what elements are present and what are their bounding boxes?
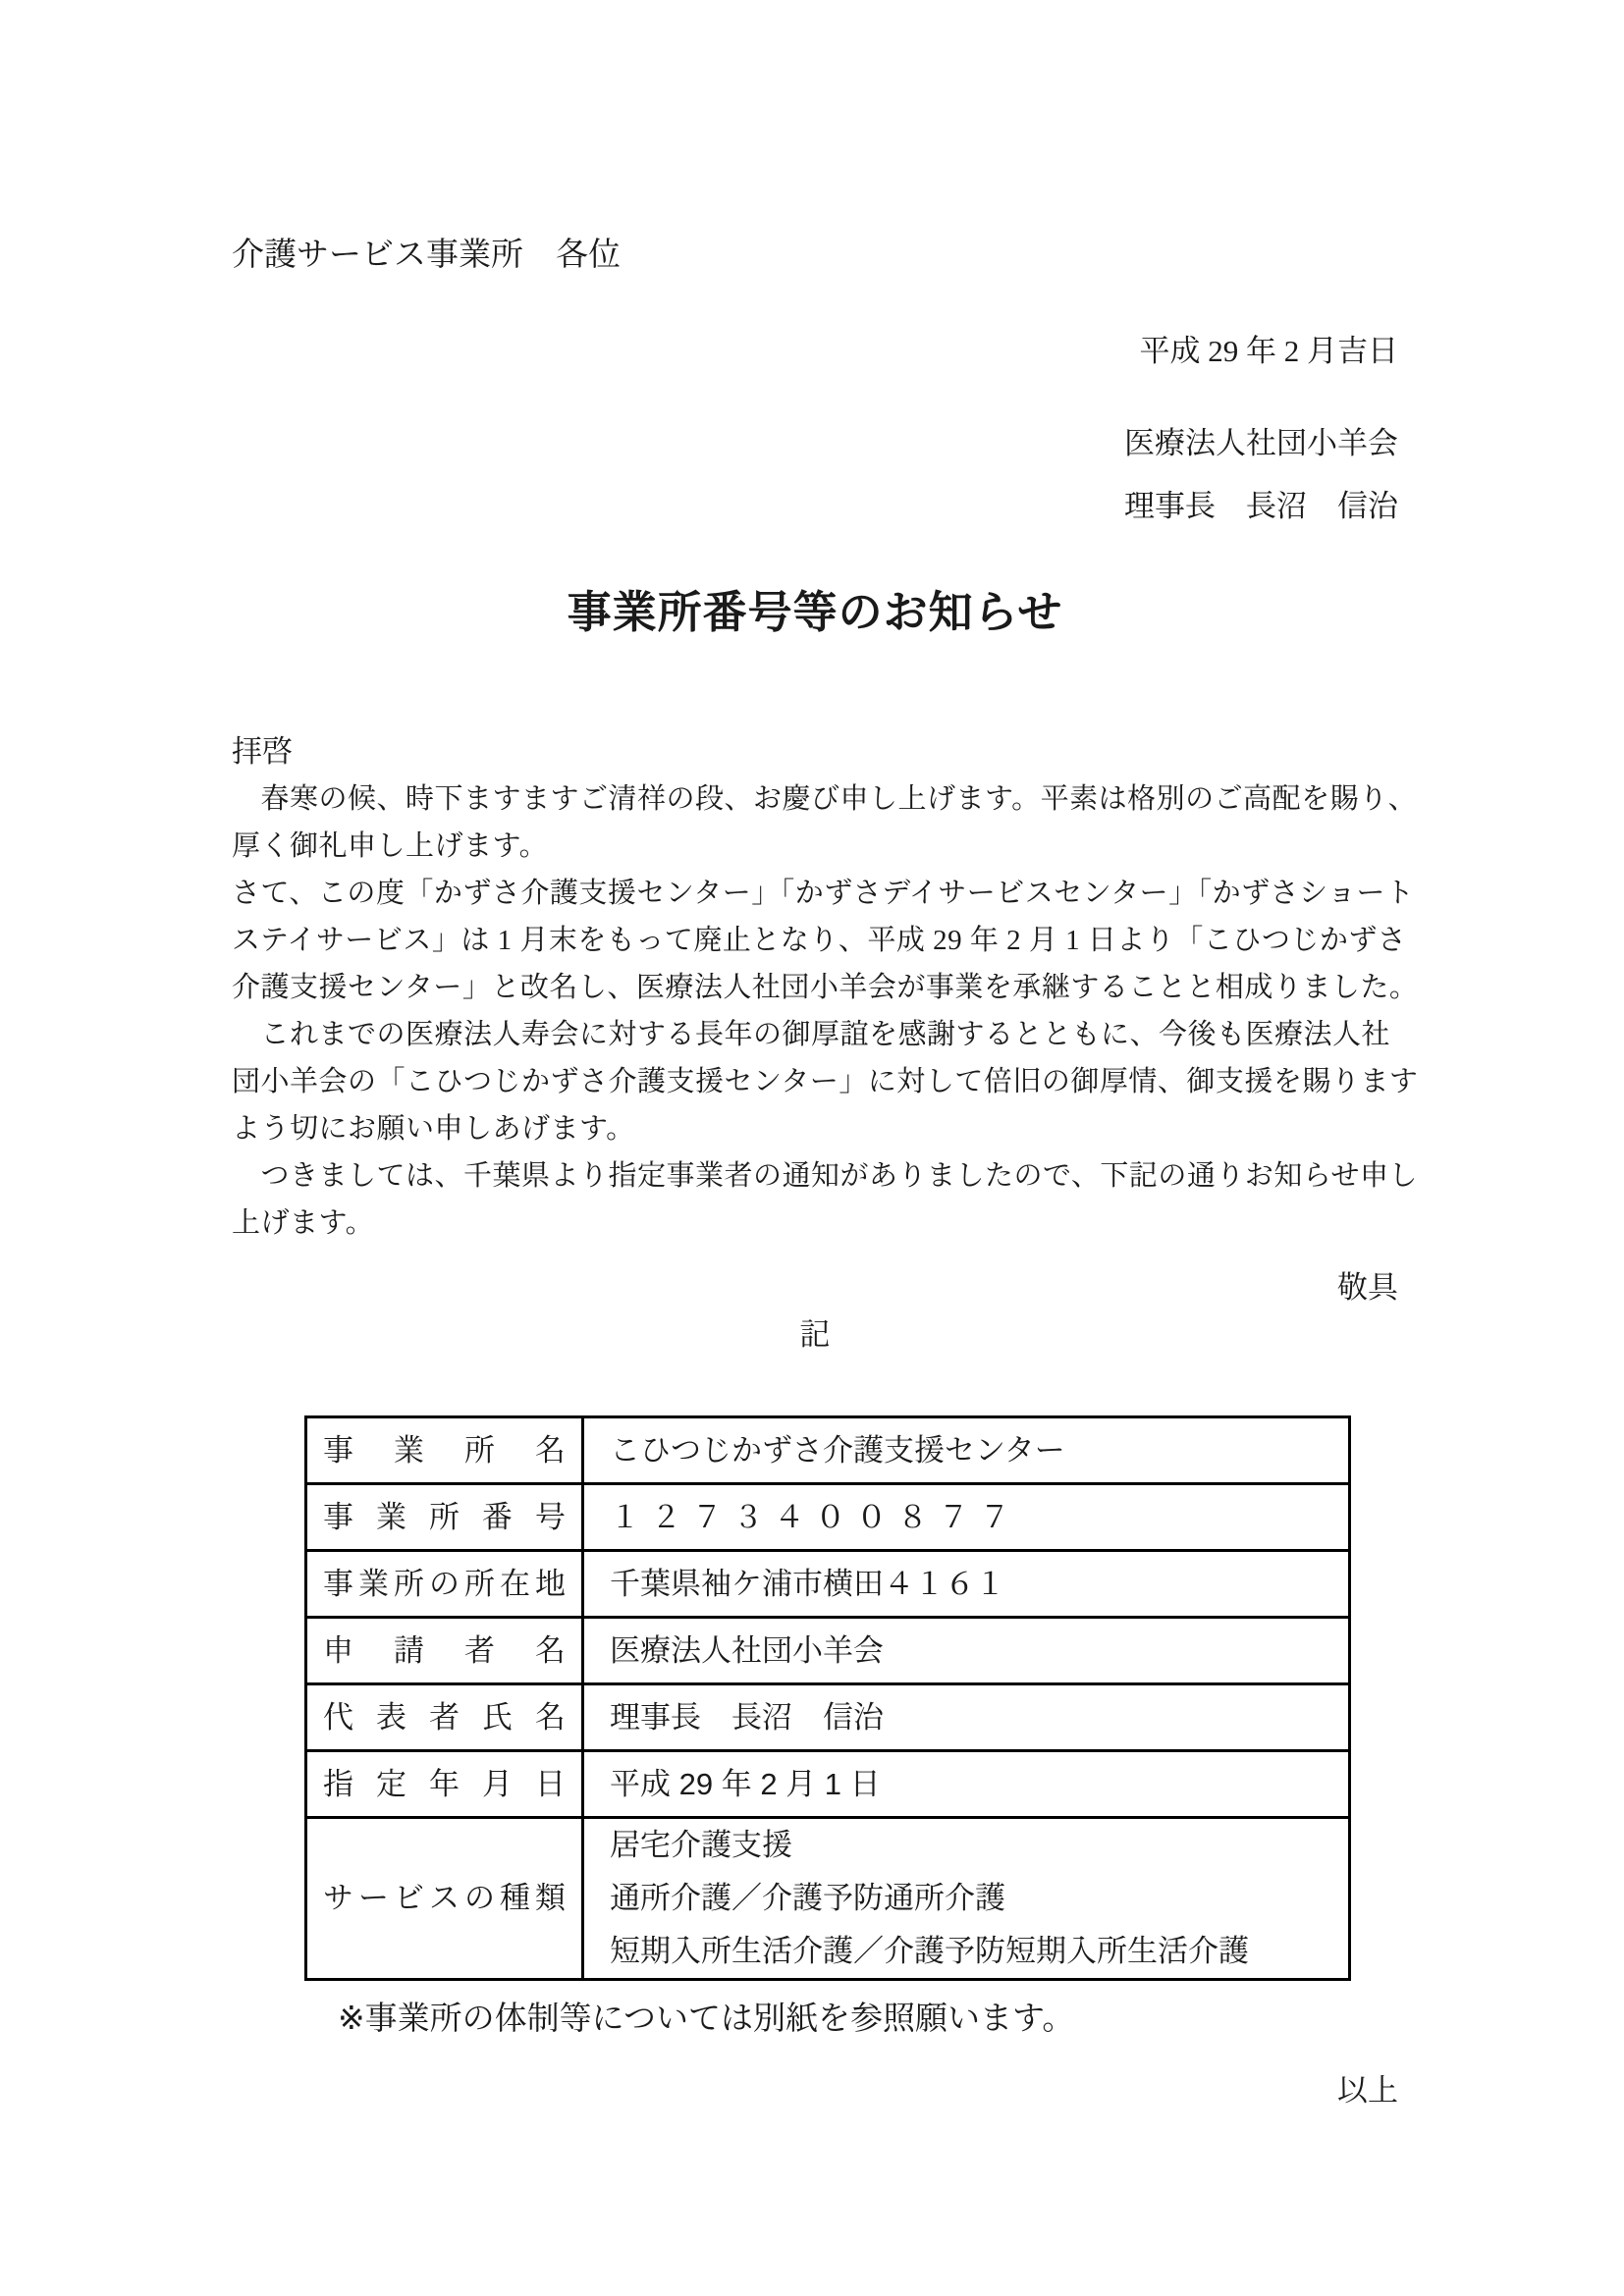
office-info-table [304,1415,1351,1981]
recipient-line: 介護サービス事業所 各位 [232,238,621,273]
sender-name: 理事長 長沼 信治 [1124,489,1398,523]
table-row-representative-name [306,1684,1350,1751]
row-label: 指定年月日 [306,1751,583,1818]
body-line: つきましては、千葉県より指定事業者の通知がありましたので、下記の通りお知らせ申し [232,1160,1419,1192]
service-line: 居宅介護支援 [610,1828,792,1862]
service-line: 通所介護／介護予防通所介護 [610,1881,1005,1915]
row-value [583,1818,1350,1980]
note-line: ※事業所の体制等については別紙を参照願います。 [338,2000,1075,2036]
table-row-applicant-name [306,1618,1350,1684]
row-value: 理事長 長沼 信治 [583,1684,1350,1751]
row-value: 平成 29 年 2 月 1 日 [583,1751,1350,1818]
row-value: １２７３４００８７７ [583,1484,1350,1551]
row-label: 事業所名 [306,1417,583,1484]
row-label: 事業所の所在地 [306,1551,583,1618]
table-row-office-number [306,1484,1350,1551]
table-row-office-name [306,1417,1350,1484]
body-line: 春寒の候、時下ますますご清祥の段、お慶び申し上げます。平素は格別のご高配を賜り、 [232,783,1418,815]
body-line: 上げます。 [232,1207,375,1239]
row-value: こひつじかずさ介護支援センター [583,1417,1350,1484]
table-row-office-address [306,1551,1350,1618]
row-label: サービスの種類 [306,1818,583,1980]
sender-organization: 医療法人社団小羊会 [1124,426,1398,460]
table-row-service-types [306,1818,1350,1980]
row-label: 事業所番号 [306,1484,583,1551]
closing-word: 敬具 [1337,1270,1398,1305]
service-line: 短期入所生活介護／介護予防短期入所生活介護 [610,1934,1249,1968]
row-value: 千葉県袖ケ浦市横田４１６１ [583,1551,1350,1618]
table-row-designation-date [306,1751,1350,1818]
body-line: さて、この度「かずさ介護支援センター」「かずさデイサービスセンター」「かずさショート [232,878,1415,909]
body-paragraphs [232,775,1419,1247]
row-label: 申請者名 [306,1618,583,1684]
document-title: 事業所番号等のお知らせ [567,587,1063,637]
end-marker: 以上 [1337,2073,1398,2108]
body-line: 団小羊会の「こひつじかずさ介護支援センター」に対して倍旧の御厚情、御支援を賜ります [232,1066,1419,1097]
date-line: 平成 29 年 2 月吉日 [1139,334,1398,368]
body-line: よう切にお願い申しあげます。 [232,1113,635,1145]
row-label: 代表者氏名 [306,1684,583,1751]
record-marker: 記 [799,1317,831,1352]
body-line: 介護支援センター」と改名し、医療法人社団小羊会が事業を承継することと相成りました。 [232,972,1419,1003]
row-value: 医療法人社団小羊会 [583,1618,1350,1684]
body-line: これまでの医療法人寿会に対する長年の御厚誼を感謝するとともに、今後も医療法人社 [232,1019,1391,1050]
body-line: ステイサービス」は 1 月末をもって廃止となり、平成 29 年 2 月 1 日より「こひつじかずさ [232,925,1407,956]
salutation: 拝啓 [232,734,293,769]
body-line: 厚く御礼申し上げます。 [232,830,549,862]
